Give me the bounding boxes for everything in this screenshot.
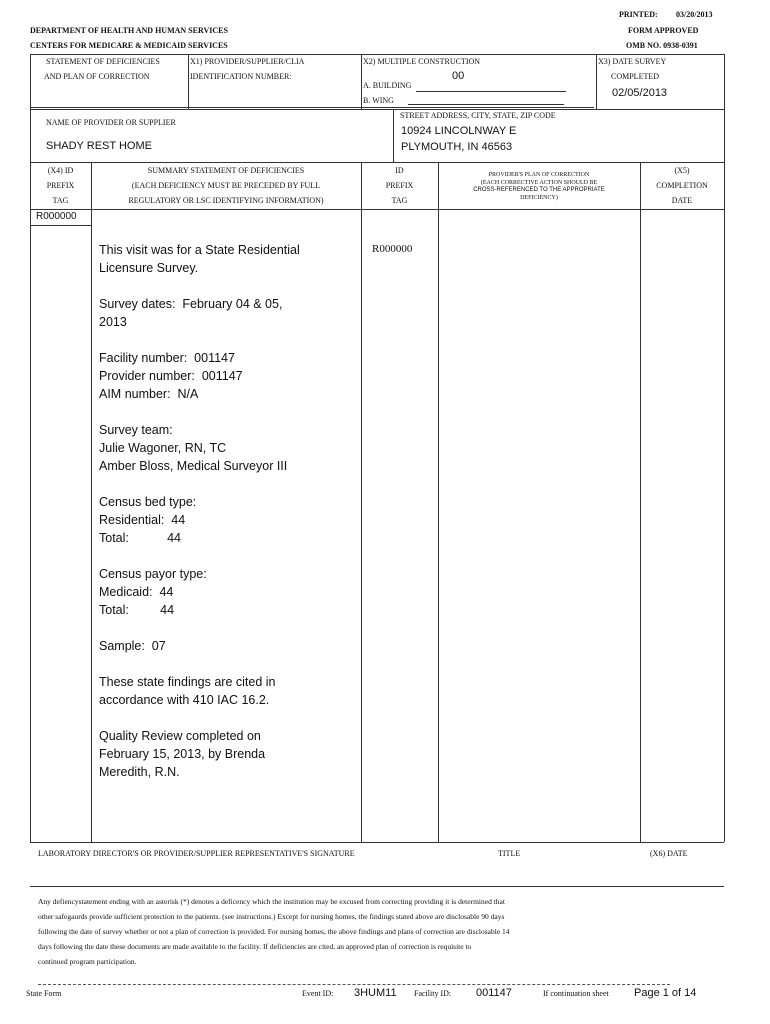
summary-paragraph — [99, 295, 359, 331]
summary-paragraph — [99, 493, 359, 547]
rule — [91, 162, 92, 842]
x2-label: X2) MULTIPLE CONSTRUCTION — [363, 57, 481, 66]
summary-header: REGULATORY OR LSC IDENTIFYING INFORMATION) — [128, 196, 324, 205]
id-header: ID — [395, 166, 404, 175]
right-tag: R000000 — [372, 243, 413, 255]
date-label: (X6) DATE — [650, 849, 688, 858]
provider-name-label: NAME OF PROVIDER OR SUPPLIER — [46, 118, 176, 127]
x3-sub: COMPLETED — [611, 72, 659, 81]
signature-label: LABORATORY DIRECTOR'S OR PROVIDER/SUPPLIER REPRESENTATIVE'S SIGNATURE — [38, 849, 355, 858]
event-id: 3HUM11 — [354, 987, 397, 999]
left-tag: R000000 — [36, 211, 77, 222]
plan-header: CROSS-REFERENCED TO THE APPROPRIATE — [473, 187, 605, 193]
rule — [38, 984, 670, 985]
agency-title: CENTERS FOR MEDICARE & MEDICAID SERVICES — [30, 41, 228, 50]
summary-paragraph — [99, 673, 359, 709]
summary-line: Facility number: 001147 — [99, 351, 235, 365]
disclaimer-line: Any defiencystatement ending with an asterisk (*) denotes a deficency which the institution may be excused from correcting providing it is determined that — [38, 897, 505, 906]
survey-date: 02/05/2013 — [612, 87, 668, 99]
printed-date: 03/20/2013 — [676, 10, 713, 19]
x1-label: X1) PROVIDER/SUPPLIER/CLIA — [190, 57, 305, 66]
plan-header: (EACH CORRECTIVE ACTION SHOULD BE — [480, 180, 598, 186]
id-header: TAG — [391, 196, 408, 205]
summary-line: Meredith, R.N. — [99, 765, 180, 779]
facility-id: 001147 — [476, 987, 512, 999]
rule — [30, 54, 31, 109]
x4-header: TAG — [52, 196, 69, 205]
address-label: STREET ADDRESS, CITY, STATE, ZIP CODE — [400, 111, 556, 120]
title-label: TITLE — [498, 849, 521, 858]
rule — [724, 54, 725, 109]
summary-line: 2013 — [99, 315, 127, 329]
summary-paragraph — [99, 421, 359, 475]
rule — [30, 209, 724, 210]
summary-line: Residential: 44 — [99, 513, 186, 527]
building-label: A. BUILDING — [363, 81, 412, 90]
state-form-label: State Form — [26, 989, 62, 998]
rule — [393, 109, 394, 162]
summary-header: SUMMARY STATEMENT OF DEFICIENCIES — [147, 166, 305, 175]
x1-label: IDENTIFICATION NUMBER: — [190, 72, 292, 81]
form-approved: FORM APPROVED — [628, 26, 699, 35]
rule — [724, 162, 725, 842]
rule — [30, 842, 724, 843]
plan-header: DEFICIENCY) — [520, 195, 558, 201]
facility-id-label: Facility ID: — [414, 989, 452, 998]
rule — [361, 54, 362, 109]
rule — [438, 162, 439, 842]
rule — [30, 109, 724, 110]
rule — [596, 54, 597, 109]
summary-header: (EACH DEFICIENCY MUST BE PRECEDED BY FULL — [131, 181, 321, 190]
disclaimer-line: following the date of survey whether or not a plan of correction is provided. For nursing homes, the above findings and plans of correction are disclosable 14 — [38, 927, 510, 936]
rule — [30, 225, 91, 226]
rule — [30, 109, 31, 162]
rule — [30, 886, 724, 887]
wing-label: B. WING — [363, 96, 394, 105]
disclaimer-line: other safegaurds provide sufficient protection to the patients. (see instructions.) Except for nursing homes, the findings stated above are disclosable 90 days — [38, 912, 505, 921]
summary-line: Licensure Survey. — [99, 261, 199, 275]
event-id-label: Event ID: — [302, 989, 334, 998]
x5-header: DATE — [671, 196, 693, 205]
summary-line: Census bed type: — [99, 495, 197, 509]
disclaimer-line: days following the date these documents are made available to the facility. If deficiencies are cited, an approved plan of correction is requisite to — [38, 942, 472, 951]
x3-label: X3) DATE SURVEY — [598, 57, 667, 66]
plan-header: PROVIDER'S PLAN OF CORRECTION — [488, 172, 590, 178]
summary-paragraph — [99, 349, 359, 403]
page-number: Page 1 of 14 — [634, 987, 697, 999]
omb-number: OMB NO. 0938-0391 — [626, 41, 698, 50]
summary-paragraph — [99, 565, 359, 619]
rule — [724, 109, 725, 162]
rule — [361, 162, 362, 842]
x4-header: (X4) ID — [47, 166, 74, 175]
summary-paragraph — [99, 637, 359, 655]
summary-line: Provider number: 001147 — [99, 369, 243, 383]
printed-label: PRINTED: — [619, 10, 658, 19]
x4-header: PREFIX — [46, 181, 75, 190]
summary-line: Census payor type: — [99, 567, 207, 581]
continuation-label: If continuation sheet — [543, 989, 609, 998]
id-header: PREFIX — [385, 181, 414, 190]
deficiency-summary — [99, 241, 359, 799]
summary-line: Total: 44 — [99, 531, 181, 545]
summary-line: This visit was for a State Residential — [99, 243, 300, 257]
disclaimer-line: continued program participation. — [38, 957, 137, 966]
rule — [416, 91, 566, 92]
summary-line: Amber Bloss, Medical Surveyor III — [99, 459, 288, 473]
x5-header: (X5) — [674, 166, 690, 175]
summary-paragraph — [99, 727, 359, 781]
rule — [30, 162, 724, 163]
summary-line: Survey dates: February 04 & 05, — [99, 297, 283, 311]
summary-line: Medicaid: 44 — [99, 585, 174, 599]
rule — [30, 162, 31, 842]
summary-line: Total: 44 — [99, 603, 175, 617]
x5-header: COMPLETION — [656, 181, 708, 190]
summary-line: AIM number: N/A — [99, 387, 199, 401]
summary-line: February 15, 2013, by Brenda — [99, 747, 266, 761]
department-title: DEPARTMENT OF HEALTH AND HUMAN SERVICES — [30, 26, 228, 35]
rule — [640, 162, 641, 842]
address-line1: 10924 LINCOLNWAY E — [401, 125, 517, 137]
statement-label: STATEMENT OF DEFICIENCIES — [46, 57, 160, 66]
rule — [188, 54, 189, 109]
provider-name: SHADY REST HOME — [46, 140, 152, 152]
summary-line: Sample: 07 — [99, 639, 166, 653]
summary-paragraph — [99, 241, 359, 277]
disclaimer — [38, 894, 718, 969]
address-line2: PLYMOUTH, IN 46563 — [401, 141, 513, 153]
summary-line: Julie Wagoner, RN, TC — [99, 441, 227, 455]
summary-line: These state findings are cited in — [99, 675, 276, 689]
summary-line: Survey team: — [99, 423, 173, 437]
rule — [408, 104, 564, 105]
rule — [30, 54, 724, 55]
rule — [30, 107, 594, 108]
building-value: 00 — [452, 70, 465, 82]
summary-line: accordance with 410 IAC 16.2. — [99, 693, 270, 707]
statement-label: AND PLAN OF CORRECTION — [44, 72, 150, 81]
summary-line: Quality Review completed on — [99, 729, 261, 743]
